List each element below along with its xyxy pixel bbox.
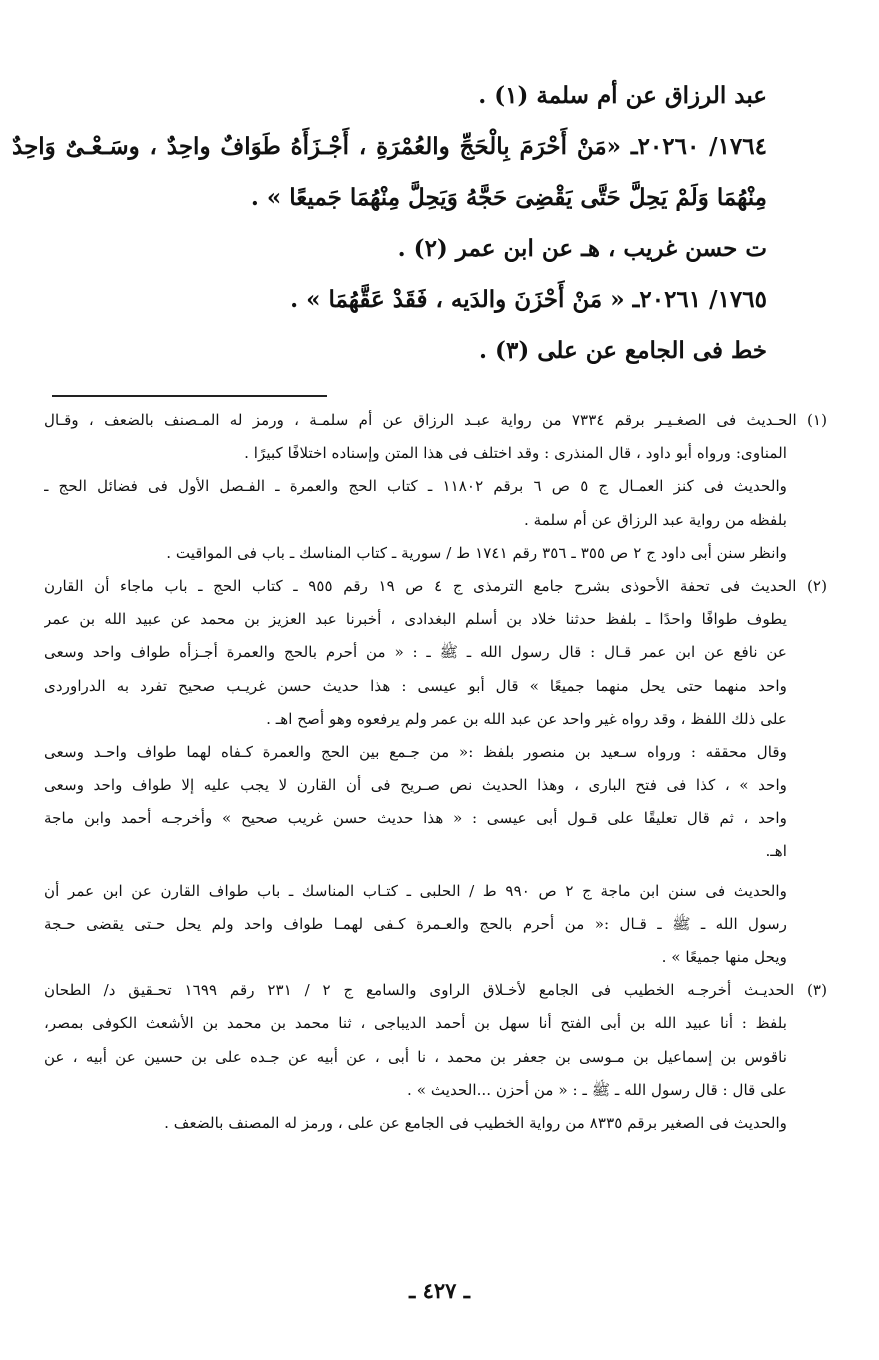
- main-line: ت حسن غريب ، هـ عن ابن عمر ‏(٢)‏ .: [397, 235, 767, 262]
- footnote-line: واحد منهما حتى يحل منهما جميعًا » قال أبو عيسى : هذا حديث حسن غريـب صحيح تفرد به الدراوردى: [44, 676, 787, 695]
- footnote-line: وقال محققه : ورواه سـعيد بن منصور بلفظ :« من جـمع بين الحج والعمرة كـفاه لهما طواف واحـد وسعى: [44, 742, 787, 761]
- footnote-line: ويحل منها جميعًا » .: [661, 948, 787, 966]
- footnote-line: رسول الله ـ ﷺ ـ قـال :« من أحرم بالحج والعـمرة كـفى لهمـا طواف واحد ولم يحل حـتى يقضى حـجة: [44, 914, 787, 933]
- footnote-line: بلفظ : أنا عبيد الله بن أبى الفتح أنا سهل بن أحمد الديباجى ، ثنا محمد بن محمد بن الأشعث الكوفى بمصر،: [44, 1014, 787, 1033]
- footnote-line: واحد ، ثم قال تعليقًا على قـول أبى عيسى : « هذا حديث حسن غريب صحيح » وأخرجـه أحمد وابن ماجة: [44, 809, 787, 828]
- footnote-line: على ذلك اللفظ ، وقد رواه غير واحد عن عبد الله بن عمر ولم يرفعوه وهو أصح اهـ .: [266, 709, 787, 728]
- footnote-line: على قال : قال رسول الله ـ ﷺ ـ : « من أحزن ...الحديث » .: [407, 1080, 787, 1099]
- footnote-3: (٣) الحديـث أخرجـه الخطيب فى الجامع لأخـلاق الراوى والسامع ج ٢ / ٢٣١ رقم ١٦٩٩ تحـقيق د/ الطحان: [44, 981, 827, 1000]
- footnote-line: وانظر سنن أبى داود ج ٢ ص ٣٥٥ ـ ٣٥٦ رقم ١٧٤١ ط / سورية ـ كتاب المناسك ـ باب فى المواقيت .: [166, 543, 787, 562]
- footnote-line: والحديث فى الصغير برقم ٨٣٣٥ من رواية الخطيب فى الجامع عن على ، ورمز له المصنف بالضعف .: [164, 1113, 787, 1132]
- main-text: [12, 70, 767, 376]
- main-line: مِنْهُمَا وَلَمْ يَحِلَّ حَتَّى يَقْضِىَ حَجَّهُ وَيَحِلَّ مِنْهُمَا جَميعًا » .: [250, 184, 767, 211]
- hadith-1764: ١٧٦٤/ ٢٠٢٦٠ـ «مَنْ أَحْرَمَ بِالْحَجِّ والعُمْرَةِ ، أَجْـزَأَهُ طَوَافٌ واحِدٌ ، وسَـعْـىٌ وَاحِدٌ: [12, 133, 767, 160]
- footnote-line: ناقوس بن إسماعيل بن مـوسى بن جعفر بن محمد ، نا أبى ، عن أبيه عن جـده على بن حسين عن أبيه ، عن: [44, 1047, 787, 1066]
- footnote-line: يطوف طوافًا واحدًا ـ بلفظ حدثنا خلاد بن أسلم البغدادى ، أخبرنا عبد العزيز بن محمد عن عبيد الله بن عمر: [44, 610, 787, 629]
- footnote-1: (١) الحـديث فى الصغـيـر برقم ٧٣٣٤ من رواية عبـد الرزاق عن أم سلمـة ، ورمز له المـصنف بالضعف ، وقـال: [44, 411, 827, 429]
- footnote-line: عن نافع عن ابن عمر قـال : قال رسول الله ـ ﷺ ـ : « من أحرم بالحج والعمرة أجـزأه طواف واحد وسعى: [44, 643, 787, 662]
- main-line: خط فى الجامع عن على ‏(٣)‏ .: [479, 337, 767, 364]
- footnote-line: بلفظه من رواية عبد الرزاق عن أم سلمة .: [523, 510, 787, 529]
- footnote-line: اهـ.: [765, 842, 787, 861]
- hadith-1765: ١٧٦٥/ ٢٠٢٦١ـ « مَنْ أَحْزَنَ والدَيه ، فَقَدْ عَقَّهُمَا » .: [290, 286, 767, 313]
- footnote-line: واحد » ، كذا فى فتح البارى ، وهذا الحديث نص صـريح فى أن القارن لا يجب عليه إلا طواف واحد وسعى: [44, 776, 787, 795]
- footnote-line: والحديث فى كنز العمـال ج ٥ ص ٦ برقم ١١٨٠٢ ـ كتاب الحج والعمرة ـ الفـصل الأول فى فضائل الحج ـ: [44, 477, 787, 496]
- main-line: عبد الرزاق عن أم سلمة ‏(١)‏ .: [478, 82, 767, 109]
- footnote-divider: [52, 395, 327, 397]
- page-number: ـ ٤٢٧ ـ: [409, 1278, 470, 1303]
- footnote-2: (٢) الحديث فى تحفة الأحوذى بشرح جامع الترمذى ج ٤ ص ١٩ رقم ٩٥٥ ـ كتاب الحج ـ باب ماجاء أن القارن: [44, 576, 827, 595]
- footnotes: [44, 404, 827, 1140]
- footnote-line: والحديث فى سنن ابن ماجة ج ٢ ص ٩٩٠ ط / الحلبى ـ كتـاب المناسك ـ باب طواف القارن عن ابن عمر أن: [44, 881, 787, 900]
- footnote-line: المناوى: ورواه أبو داود ، قال المنذرى : وقد اختلف فى هذا المتن وإسناده اختلافًا كبيرًا .: [244, 444, 787, 463]
